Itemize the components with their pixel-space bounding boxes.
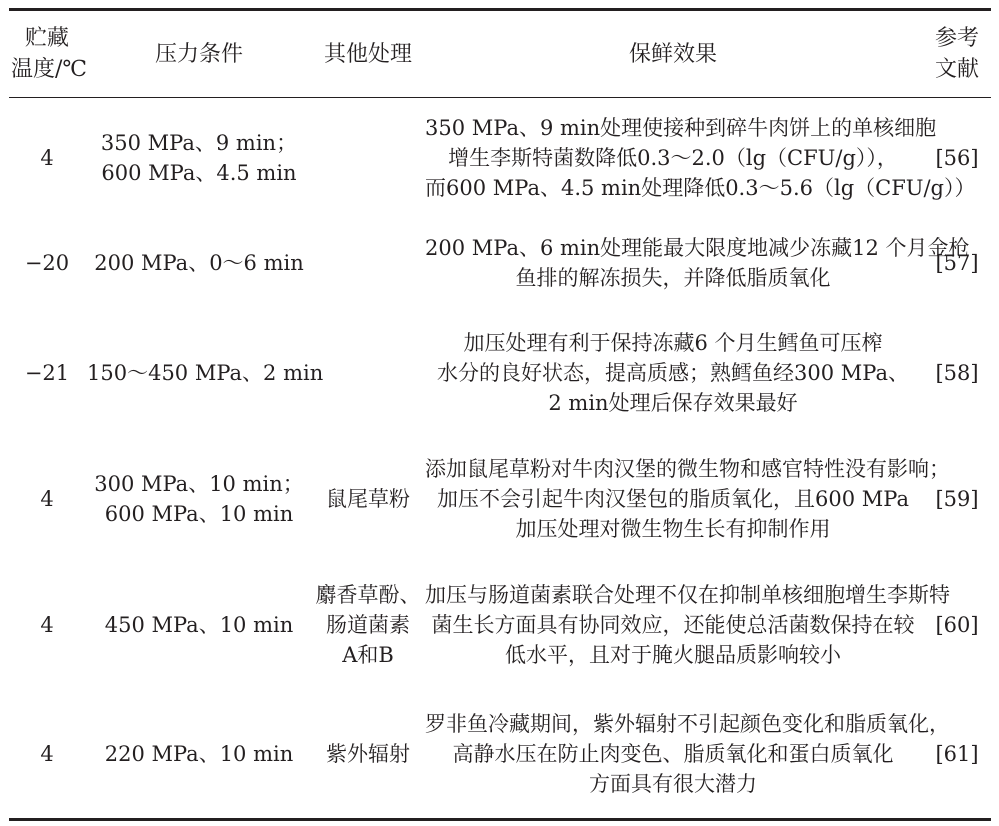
cell-pressure: 150～450 MPa、2 min — [87, 360, 324, 385]
cell-reference: [61] — [935, 741, 979, 766]
cell-temperature: 4 — [40, 145, 54, 170]
cell-temperature: −21 — [24, 360, 70, 385]
cell-pressure: 350 MPa、9 min； 600 MPa、4.5 min — [100, 130, 298, 185]
cell-temperature: 4 — [40, 612, 54, 637]
table-row — [9, 308, 991, 438]
cell-pressure: 450 MPa、10 min — [104, 612, 294, 637]
cell-effect: 添加鼠尾草粉对牛肉汉堡的微生物和感官特性没有影响； 加压不会引起牛肉汉堡包的脂质氧化，且600 MPa 加压处理对微生物生长有抑制作用 — [425, 456, 950, 541]
cell-other-treatment: 鼠尾草粉 — [326, 486, 410, 511]
header-effect: 保鲜效果 — [423, 10, 923, 98]
cell-reference: [60] — [935, 612, 979, 637]
cell-temperature: 4 — [40, 741, 54, 766]
cell-other-treatment: 紫外辐射 — [326, 741, 410, 766]
cell-pressure: 200 MPa、0～6 min — [94, 250, 304, 275]
header-other-treatment: 其他处理 — [313, 10, 423, 98]
cell-effect: 200 MPa、6 min处理能最大限度地减少冻藏12 个月金枪 鱼排的解冻损失，并降低脂质氧化 — [425, 235, 970, 290]
cell-other-treatment — [313, 308, 423, 438]
cell-effect: 加压与肠道菌素联合处理不仅在抑制单核细胞增生李斯特 菌生长方面具有协同效应，还能使总活菌数保持在较 低水平，且对于腌火腿品质影响较小 — [425, 582, 950, 667]
cell-temperature: −20 — [24, 250, 70, 275]
cell-reference: [56] — [935, 145, 979, 170]
table-row — [9, 690, 991, 820]
cell-reference: [59] — [935, 486, 979, 511]
cell-other-treatment: 麝香草酚、 肠道菌素 A和B — [315, 582, 421, 667]
cell-temperature: 4 — [40, 486, 54, 511]
cell-effect: 罗非鱼冷藏期间，紫外辐射不引起颜色变化和脂质氧化， 高静水压在防止肉变色、脂质氧化和蛋白质氧化 方面具有很大潜力 — [425, 711, 950, 796]
header-temperature: 贮藏 温度/℃ — [9, 10, 85, 98]
cell-pressure: 300 MPa、10 min； 600 MPa、10 min — [94, 471, 304, 526]
cell-effect: 350 MPa、9 min处理使接种到碎牛肉饼上的单核细胞 增生李斯特菌数降低0.3～2.0（lg（CFU/g））， 而600 MPa、4.5 min处理降低0.3～5.6（lg（CFU/g）） — [425, 115, 976, 200]
table-row — [9, 218, 991, 308]
table-row — [9, 438, 991, 560]
table-row — [9, 98, 991, 218]
cell-effect: 加压处理有利于保持冻藏6 个月生鳕鱼可压榨 水分的良好状态，提高质感；熟鳕鱼经300 MPa、 2 min处理后保存效果最好 — [437, 330, 909, 415]
header-row — [9, 10, 991, 98]
header-pressure: 压力条件 — [85, 10, 313, 98]
cell-pressure: 220 MPa、10 min — [104, 741, 294, 766]
cell-other-treatment — [313, 218, 423, 308]
data-table — [9, 8, 991, 821]
header-reference: 参考 文献 — [923, 10, 991, 98]
table-row — [9, 560, 991, 690]
cell-reference: [57] — [935, 250, 979, 275]
cell-reference: [58] — [935, 360, 979, 385]
cell-other-treatment — [313, 98, 423, 218]
